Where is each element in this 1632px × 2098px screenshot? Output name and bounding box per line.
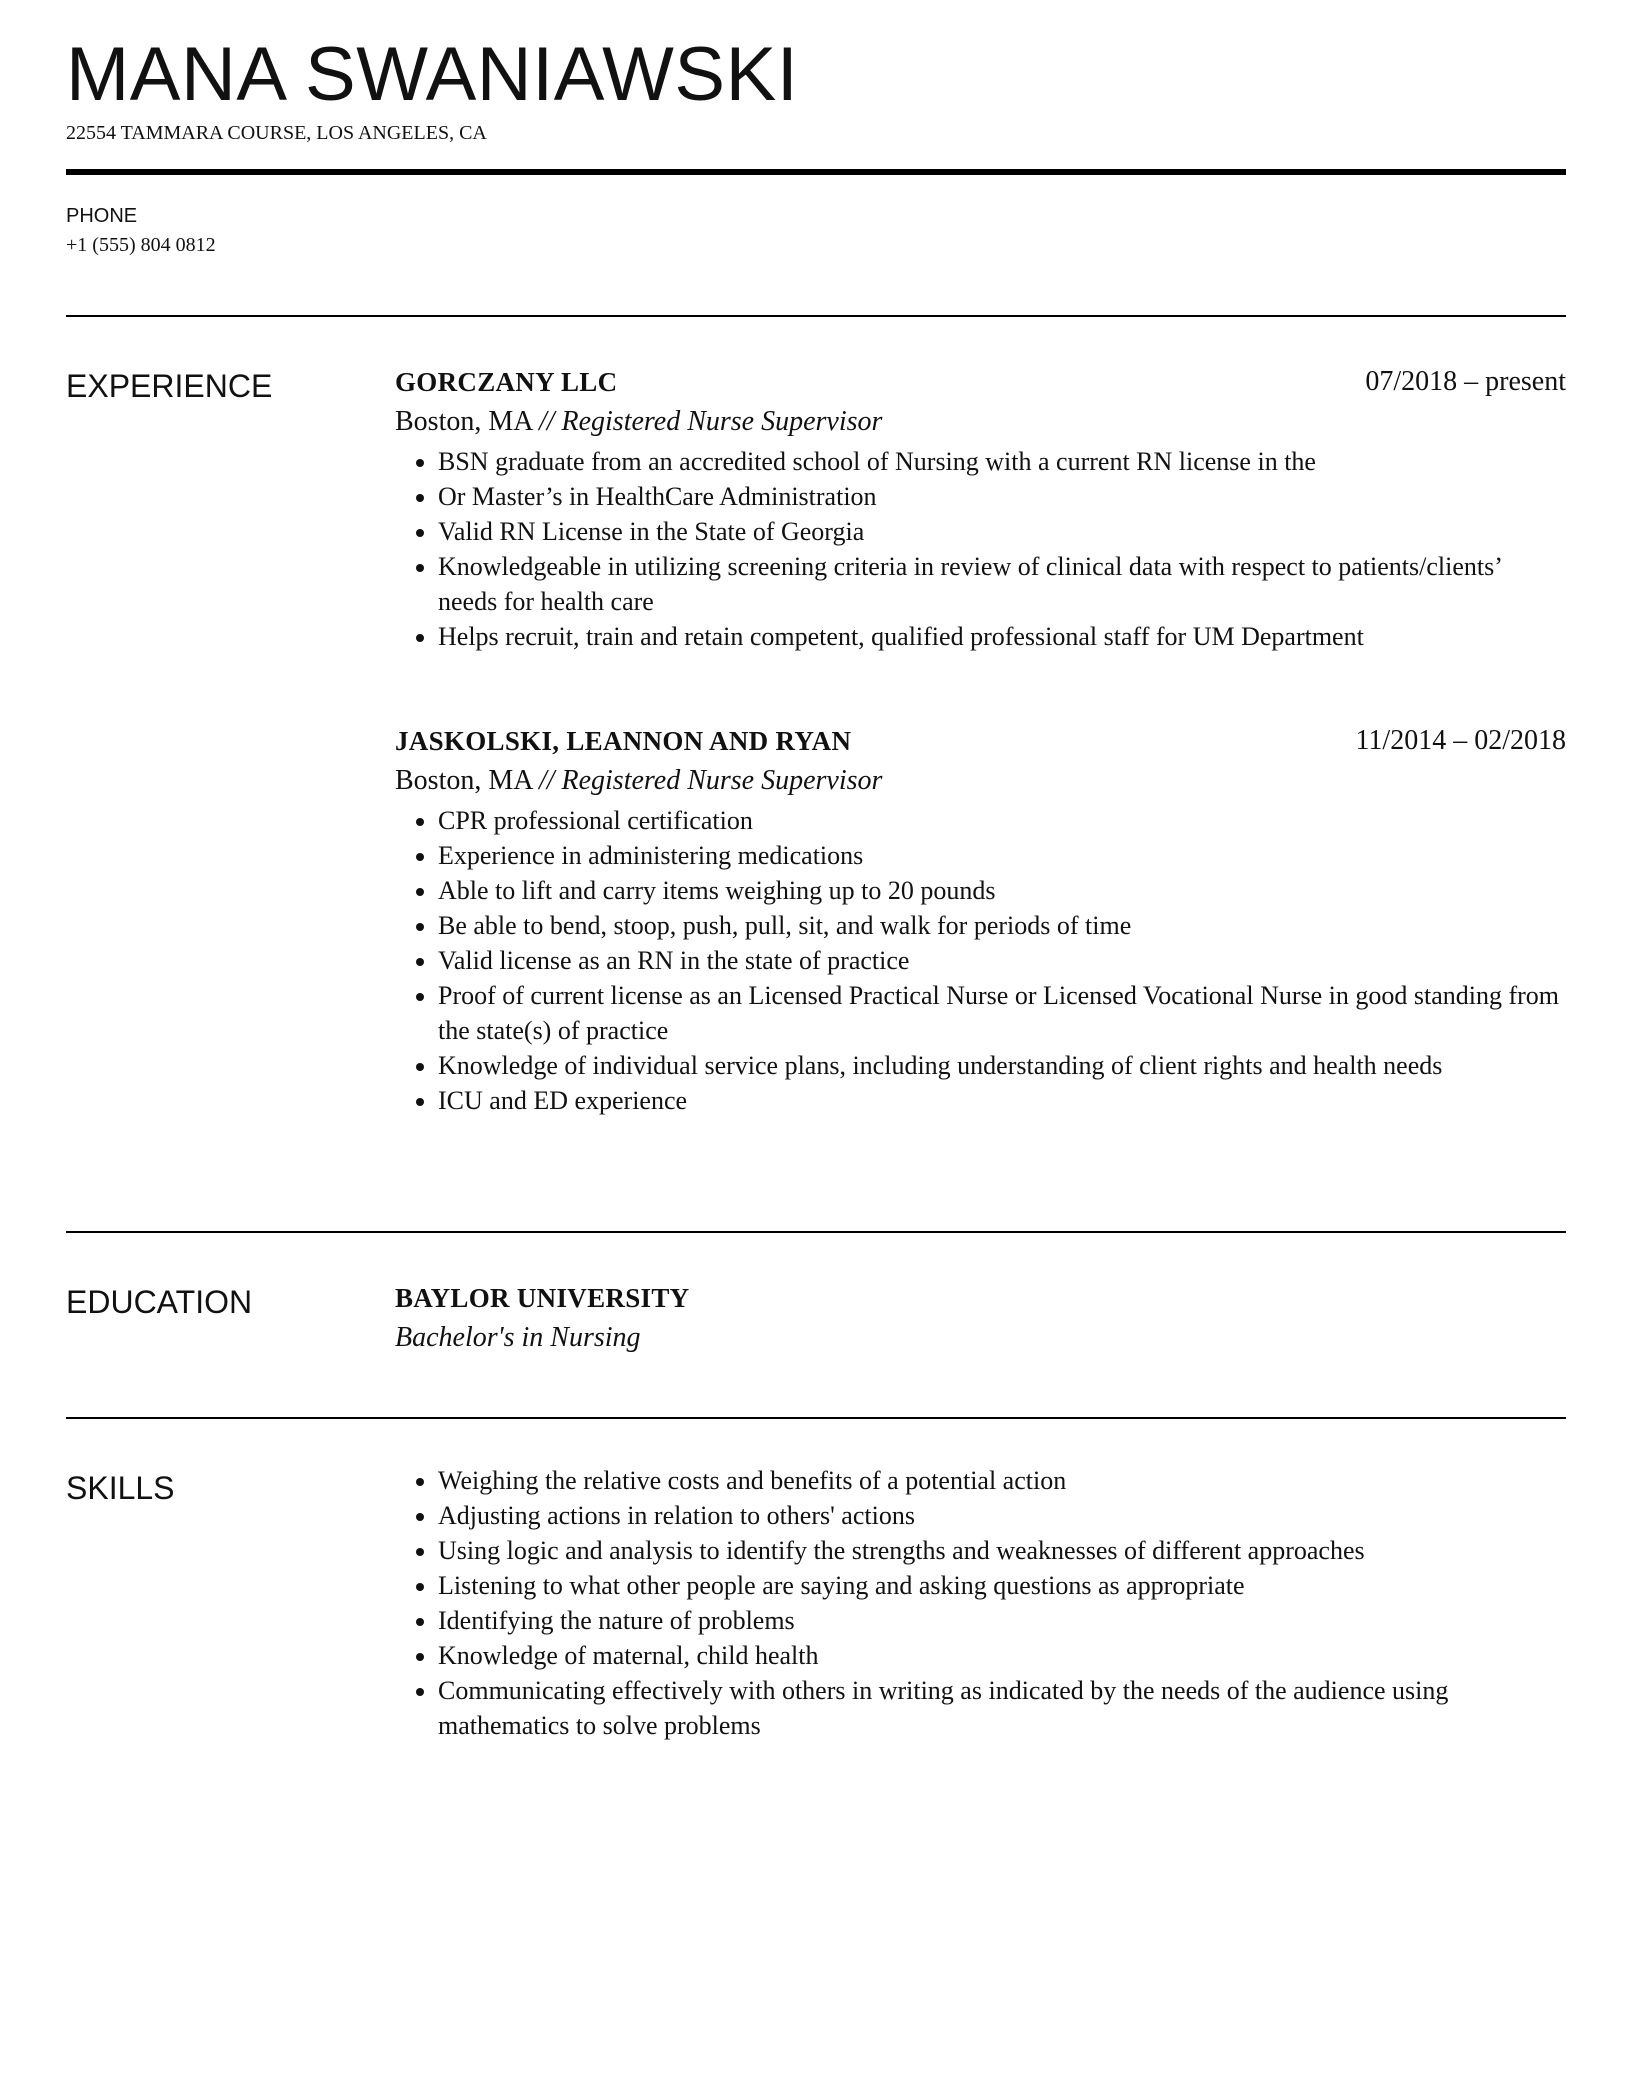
job-bullets <box>395 803 1566 1118</box>
bullet-item: • Helps recruit, train and retain competent, qualified professional staff for UM Department <box>438 619 1566 654</box>
bullet-item: • Knowledge of individual service plans, including understanding of client rights and health needs <box>438 1048 1566 1083</box>
candidate-address: 22554 TAMMARA COURSE, LOS ANGELES, CA <box>66 122 487 144</box>
skill-item: • Identifying the nature of problems <box>438 1603 1566 1638</box>
bullet-item: • Able to lift and carry items weighing up to 20 pounds <box>438 873 1566 908</box>
skill-item: • Weighing the relative costs and benefits of a potential action <box>438 1463 1566 1498</box>
school-header <box>395 1278 1566 1318</box>
bullet-item: • BSN graduate from an accredited school of Nursing with a current RN license in the <box>438 444 1566 479</box>
school-name: BAYLOR UNIVERSITY <box>395 1283 690 1313</box>
skill-item: • Adjusting actions in relation to others' actions <box>438 1498 1566 1533</box>
degree-name: Bachelor's in Nursing <box>395 1322 641 1353</box>
skills-heading: SKILLS <box>66 1470 175 1506</box>
bullet-item: • Valid license as an RN in the state of practice <box>438 943 1566 978</box>
job-header <box>395 362 1566 402</box>
job-location: Boston, MA <box>395 765 532 796</box>
job-separator: // <box>538 406 555 437</box>
skills-list-wrap <box>395 1463 1566 1743</box>
job-role: Registered Nurse Supervisor <box>561 765 883 796</box>
bullet-item: • Knowledgeable in utilizing screening criteria in review of clinical data with respect to patients/clients’ needs for health care <box>438 549 1566 619</box>
section-divider <box>66 1231 1566 1233</box>
bullet-item: • Or Master’s in HealthCare Administration <box>438 479 1566 514</box>
education-entry <box>395 1278 1566 1358</box>
education-heading: EDUCATION <box>66 1284 253 1320</box>
experience-entry <box>395 721 1566 1118</box>
skills-list <box>395 1463 1566 1743</box>
candidate-name: MANA SWANIAWSKI <box>66 32 799 117</box>
job-dates: 11/2014 – 02/2018 <box>1355 725 1566 756</box>
bullet-item: • ICU and ED experience <box>438 1083 1566 1118</box>
bullet-item: • Experience in administering medications <box>438 838 1566 873</box>
job-bullets <box>395 444 1566 654</box>
company-name: JASKOLSKI, LEANNON AND RYAN <box>395 726 852 756</box>
skill-item: • Using logic and analysis to identify the strengths and weaknesses of different approaches <box>438 1533 1566 1568</box>
bullet-item: • Be able to bend, stoop, push, pull, sit, and walk for periods of time <box>438 908 1566 943</box>
skill-item: • Knowledge of maternal, child health <box>438 1638 1566 1673</box>
experience-entry <box>395 362 1566 654</box>
section-divider <box>66 1417 1566 1419</box>
job-role: Registered Nurse Supervisor <box>561 406 883 437</box>
bullet-item: • Valid RN License in the State of Georgia <box>438 514 1566 549</box>
job-location: Boston, MA <box>395 406 532 437</box>
degree-line <box>395 1318 1566 1358</box>
bullet-item: • CPR professional certification <box>438 803 1566 838</box>
header-divider <box>66 169 1566 175</box>
company-name: GORCZANY LLC <box>395 367 618 397</box>
bullet-item: • Proof of current license as an Licensed Practical Nurse or Licensed Vocational Nurse in good standing from the state(s) of practice <box>438 978 1566 1048</box>
phone-label: PHONE <box>66 205 138 227</box>
job-separator: // <box>538 765 555 796</box>
skill-item: • Communicating effectively with others in writing as indicated by the needs of the audience using mathematics to solve problems <box>438 1673 1566 1743</box>
job-location-role <box>395 761 1566 801</box>
experience-heading: EXPERIENCE <box>66 368 273 404</box>
job-header <box>395 721 1566 761</box>
section-divider <box>66 315 1566 317</box>
phone-number: +1 (555) 804 0812 <box>66 234 216 256</box>
job-location-role <box>395 402 1566 442</box>
skill-item: • Listening to what other people are saying and asking questions as appropriate <box>438 1568 1566 1603</box>
job-dates: 07/2018 – present <box>1365 366 1566 397</box>
